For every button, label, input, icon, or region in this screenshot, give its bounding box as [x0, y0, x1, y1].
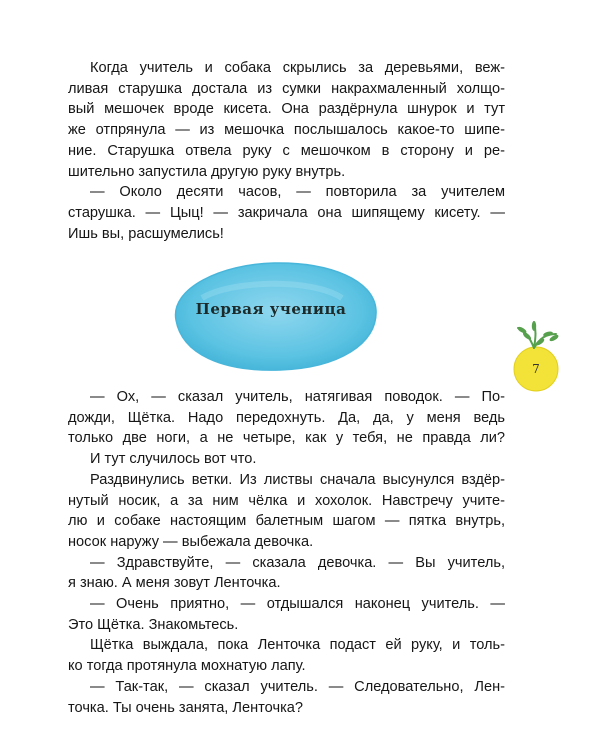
- text-line: я знаю. А меня зовут Ленточка.: [68, 575, 281, 592]
- text-line: ние. Старушка отвела руку с мешочком в сторону и ре-: [68, 142, 505, 159]
- section-title: Первая ученица: [195, 300, 347, 318]
- text-line: Когда учитель и собака скрылись за деревьями, веж-: [90, 60, 505, 76]
- text-line: — Очень приятно, — отдышался наконец учитель. —: [90, 596, 505, 613]
- yellow-fruit-with-leaves-icon: [500, 318, 570, 398]
- text-line: — Так-так, — сказал учитель. — Следовательно, Лен-: [90, 678, 505, 695]
- text-line: же отпрянула — из мешочка послышалось какое-то шипе-: [68, 122, 505, 139]
- text-line: — Здравствуйте, — сказала девочка. — Вы учитель,: [90, 554, 505, 571]
- text-line: И тут случилось вот что.: [90, 451, 257, 468]
- text-line: Это Щётка. Знакомьтесь.: [68, 616, 239, 633]
- text-line: — Около десяти часов, — повторила за учителем: [90, 184, 505, 201]
- text-line: Ишь вы, расшумелись!: [68, 225, 224, 242]
- text-line: шительно запустила другую руку внутрь.: [68, 163, 346, 180]
- text-line: точка. Ты очень занята, Ленточка?: [68, 699, 304, 716]
- text-line: вый мешочек вроде кисета. Она раздёрнула шнурок и тут: [68, 101, 505, 118]
- text-line: старушка. — Цыц! — закричала она шипящему кисету. —: [68, 204, 505, 221]
- text-block-bottom: [68, 387, 505, 718]
- text-line: ливая старушка достала из сумки накрахмаленный холщо-: [68, 80, 505, 97]
- page-number: 7: [532, 362, 540, 376]
- text-line: дожди, Щётка. Надо передохнуть. Да, да, у меня ведь: [68, 409, 505, 426]
- text-line: носок наружу — выбежала девочка.: [68, 533, 314, 550]
- text-line: только две ноги, а не четыре, как у тебя, не правда ли?: [68, 430, 505, 447]
- text-line: лю и собаке настоящим балетным шагом — пятка внутрь,: [68, 513, 505, 530]
- text-line: нутый носик, а за ним чёлка и хохолок. Навстречу учите-: [68, 492, 505, 509]
- text-block-top: [68, 58, 505, 244]
- text-line: ко тогда протянула мохнатую лапу.: [68, 658, 306, 675]
- text-line: Раздвинулись ветки. Из листвы сначала высунулся вздёр-: [90, 471, 505, 488]
- text-line: — Ох, — сказал учитель, натягивая поводок. — По-: [90, 389, 505, 405]
- text-line: Щётка выждала, пока Ленточка подаст ей руку, и толь-: [90, 637, 505, 654]
